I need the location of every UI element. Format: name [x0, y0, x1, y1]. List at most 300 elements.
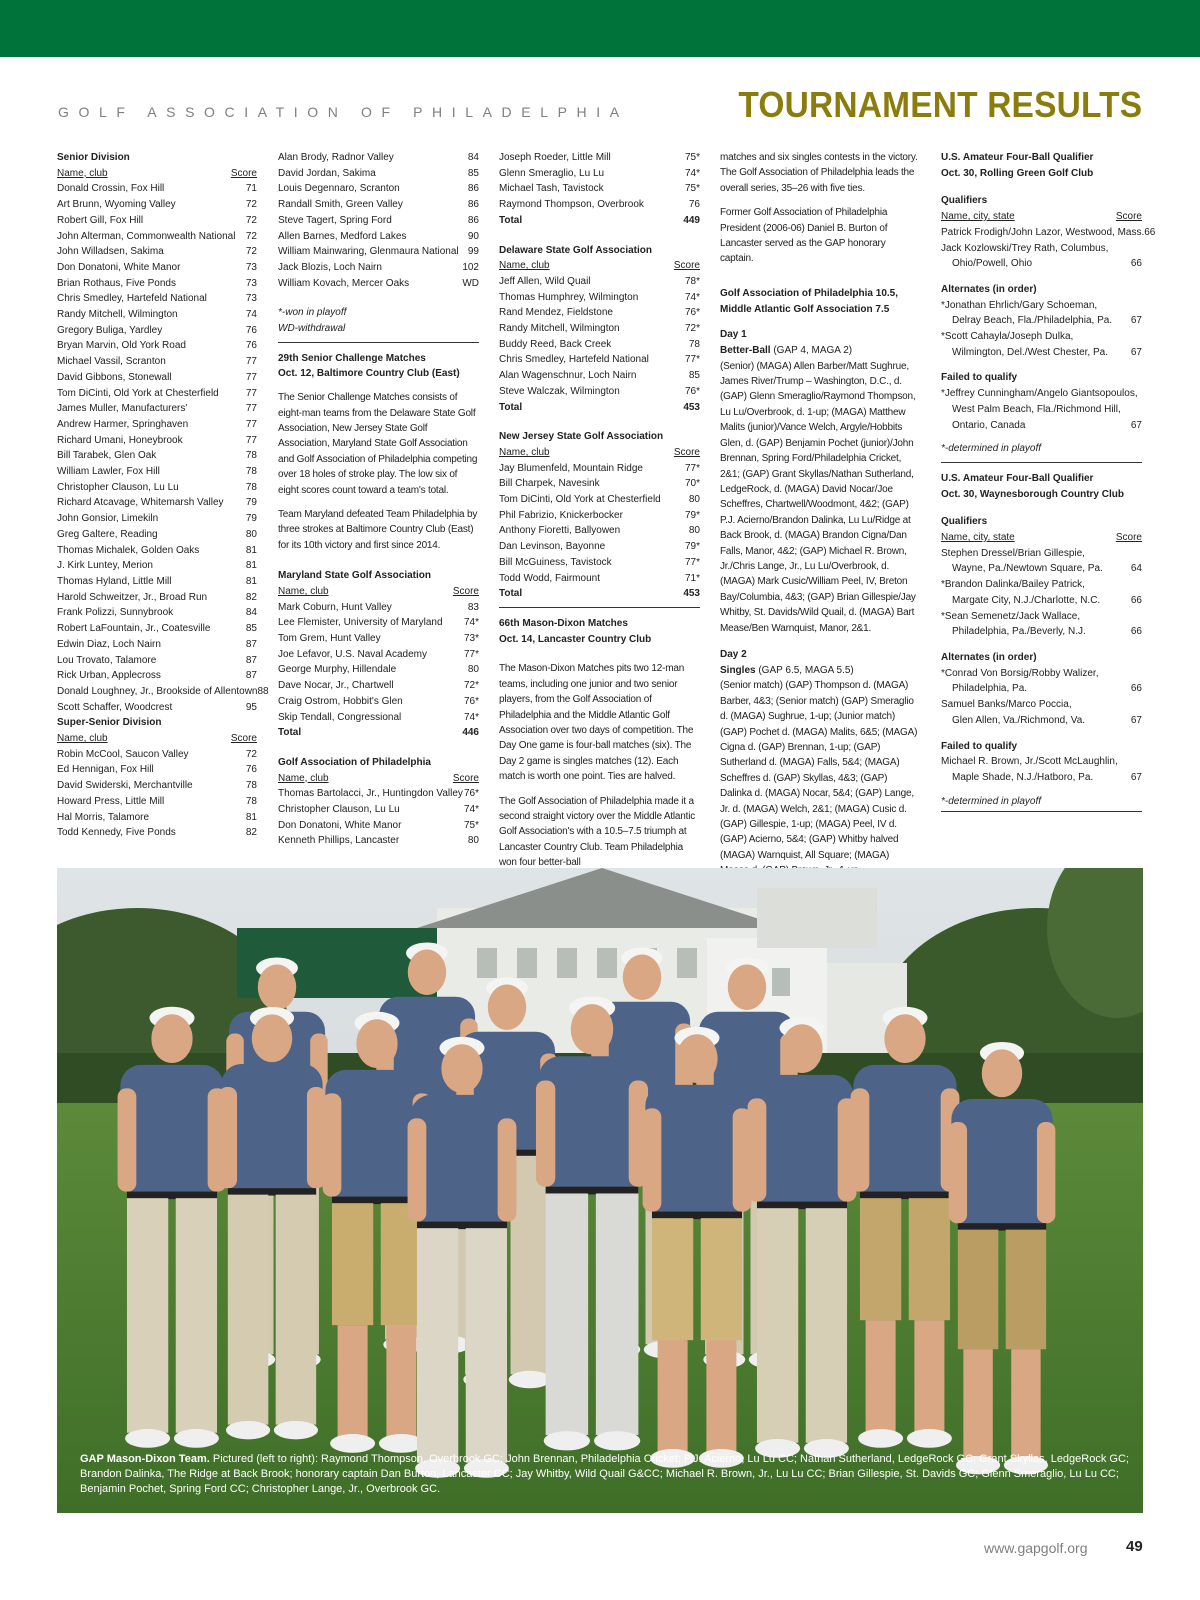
- player-name: Alan Wagenschnur, Loch Nairn: [499, 370, 637, 382]
- player-name: Rand Mendez, Fieldstone: [499, 307, 613, 319]
- player-score: 76: [245, 324, 257, 336]
- organization-name: GOLF ASSOCIATION OF PHILADELPHIA: [58, 104, 629, 120]
- table-header: [499, 445, 700, 461]
- player-name: Edwin Diaz, Loch Nairn: [57, 638, 161, 650]
- failed-heading: Failed to qualify: [941, 372, 1018, 384]
- failed-list: [941, 754, 1142, 785]
- qualifier-row: [941, 256, 1142, 272]
- table-header: [57, 731, 257, 747]
- player-score: 76*: [463, 695, 479, 707]
- team-entry: Philadelphia, Pa./Beverly, N.J.: [952, 626, 1086, 638]
- player-score: 81: [245, 811, 257, 823]
- qualifier-title: U.S. Amateur Four-Ball Qualifier: [941, 472, 1094, 484]
- result-row: [57, 558, 257, 574]
- qualifier-row: [941, 609, 1142, 625]
- total-value: 446: [462, 727, 479, 739]
- player-name: Howard Press, Little Mill: [57, 795, 165, 807]
- player-name: Chris Smedley, Hartefeld National: [57, 293, 207, 305]
- player-score: 99: [467, 246, 479, 258]
- player-name: Andrew Harmer, Springhaven: [57, 418, 189, 430]
- team-score: 67: [1130, 419, 1142, 431]
- result-row: [499, 197, 700, 213]
- player-score: 86: [467, 214, 479, 226]
- total-row: [499, 213, 700, 229]
- player-name: William Lawler, Fox Hill: [57, 466, 160, 478]
- player-score: 86: [467, 183, 479, 195]
- player-score: 79*: [684, 509, 700, 521]
- player-score: 77*: [684, 462, 700, 474]
- player-score: 78: [688, 338, 700, 350]
- qualifier-row: [941, 402, 1142, 418]
- result-row: [57, 181, 257, 197]
- player-name: Todd Kennedy, Five Ponds: [57, 827, 176, 839]
- player-score: 95: [245, 701, 257, 713]
- result-row: [278, 600, 479, 616]
- qualifier-row: [941, 713, 1142, 729]
- result-row: [57, 276, 257, 292]
- player-name: Thomas Michalek, Golden Oaks: [57, 544, 200, 556]
- team-score: 66: [1130, 594, 1142, 606]
- super-senior-heading: Super-Senior Division: [57, 717, 162, 729]
- team-entry: Ontario, Canada: [952, 419, 1026, 431]
- team-entry: *Jeffrey Cunningham/Angelo Giantsopoulos,: [941, 388, 1138, 400]
- result-row: [278, 694, 479, 710]
- column-4: [720, 150, 920, 890]
- player-score: 76*: [684, 307, 700, 319]
- mason-dixon-paragraph: The Golf Association of Philadelphia made it a second straight victory over the Middle Atlantic Golf Association's with a 10.5–7.5 triumph at Lancaster Country Club. Team Philadelphia won four better-ball: [499, 795, 696, 869]
- maryland-results-list: [278, 600, 479, 726]
- total-label: Total: [499, 588, 523, 600]
- player-score: 74*: [684, 291, 700, 303]
- player-name: Michael Vassil, Scranton: [57, 356, 166, 368]
- team-entry: Delray Beach, Fla./Philadelphia, Pa.: [952, 315, 1113, 327]
- mason-dixon-paragraph: The Mason-Dixon Matches pits two 12-man teams, including one junior and two senior players, from the Golf Association of Philadelphia and the Middle Atlantic Golf Association over two days of competition. The Day One game is four-ball matches (six). The Day 2 game is singles matches (12). Each match is worth one point. Ties are halved.: [499, 663, 694, 783]
- player-score: 80: [688, 494, 700, 506]
- player-score: 75*: [684, 152, 700, 163]
- day-2-format: [720, 663, 920, 679]
- result-row: [278, 786, 479, 802]
- result-row: [57, 401, 257, 417]
- player-name: David Swiderski, Merchantville: [57, 780, 193, 792]
- player-name: Thomas Bartolacci, Jr., Huntingdon Valley: [278, 788, 463, 800]
- player-name: Buddy Reed, Back Creek: [499, 338, 612, 350]
- player-name: Robin McCool, Saucon Valley: [57, 748, 189, 760]
- result-row: [57, 417, 257, 433]
- team-entry: Patrick Frodigh/John Lazor, Westwood, Mass.: [941, 226, 1145, 238]
- player-name: Randall Smith, Green Valley: [278, 199, 403, 211]
- result-row: [57, 433, 257, 449]
- result-row: [278, 631, 479, 647]
- player-name: Craig Ostrom, Hobbit's Glen: [278, 695, 403, 707]
- total-value: 453: [683, 401, 700, 413]
- result-row: [57, 354, 257, 370]
- result-row: [499, 461, 700, 477]
- player-name: Tom DiCinti, Old York at Chesterfield: [57, 387, 219, 399]
- player-name: Alan Brody, Radnor Valley: [278, 152, 394, 163]
- senior-results-list: [57, 181, 269, 715]
- player-name: Richard Umani, Honeybrook: [57, 434, 183, 446]
- player-score: 73*: [463, 633, 479, 645]
- player-score: 88: [257, 685, 269, 697]
- senior-challenge-paragraph: The Senior Challenge Matches consists of eight-man teams from the Delaware State Golf Association, New Jersey State Golf Association, Maryland State Golf Association and Golf Association of Philadelphia competing over 18 holes of stroke play. The low six of eight scores count toward a team's total.: [278, 392, 478, 496]
- divider: [941, 462, 1142, 463]
- team-score: 66: [1144, 226, 1156, 238]
- player-score: 102: [462, 261, 479, 273]
- team-score: 67: [1130, 771, 1142, 783]
- playoff-note: *-won in playoff: [278, 307, 347, 319]
- player-name: Skip Tendall, Congressional: [278, 711, 402, 723]
- player-name: J. Kirk Luntey, Merion: [57, 560, 153, 572]
- divider: [278, 342, 479, 343]
- player-score: 73: [245, 277, 257, 289]
- result-row: [499, 539, 700, 555]
- website-link[interactable]: www.gapgolf.org: [984, 1540, 1088, 1556]
- team-entry: Wilmington, Del./West Chester, Pa.: [952, 346, 1108, 358]
- team-entry: *Jonathan Ehrlich/Gary Schoeman,: [941, 299, 1098, 311]
- result-row: [499, 555, 700, 571]
- table-header: [499, 258, 700, 274]
- total-row: [499, 400, 700, 416]
- table-header: [941, 209, 1142, 225]
- result-row: [499, 571, 700, 587]
- player-score: 72: [245, 246, 257, 258]
- player-score: 72: [245, 199, 257, 211]
- total-label: Total: [499, 401, 523, 413]
- player-score: 83: [467, 601, 479, 613]
- column-3: [499, 150, 700, 880]
- player-score: 79*: [684, 541, 700, 553]
- team-entry: *Scott Cahayla/Joseph Dulka,: [941, 331, 1074, 343]
- player-score: 77: [245, 387, 257, 399]
- divider: [941, 811, 1142, 812]
- qualifiers-list: [941, 225, 1156, 272]
- player-name: Louis Degennaro, Scranton: [278, 183, 400, 195]
- qualifier-title: U.S. Amateur Four-Ball Qualifier: [941, 152, 1094, 163]
- alternates-heading: Alternates (in order): [941, 651, 1037, 663]
- player-score: 81: [245, 575, 257, 587]
- gap-results-list: [278, 786, 479, 849]
- player-name: Don Donatoni, White Manor: [57, 261, 181, 273]
- total-value: 449: [683, 214, 700, 226]
- team-entry: Stephen Dressel/Brian Gillespie,: [941, 547, 1085, 559]
- result-row: [57, 700, 257, 716]
- result-row: [57, 260, 257, 276]
- player-score: 76: [688, 199, 700, 211]
- player-score: 87: [245, 670, 257, 682]
- result-row: [278, 244, 479, 260]
- qualifier-row: [941, 697, 1142, 713]
- total-value: 453: [683, 588, 700, 600]
- player-score: 87: [245, 654, 257, 666]
- caption-text: Pictured (left to right): Raymond Thompson, Overbrook GC; John Brennan, Philadelphia Cricket; P.J. Acierno, Lu Lu CC; Nathan Sutherland, LedgeRock GC; Grant Skyllas, LedgeRock GC; Brandon Dalinka, The Ridge at Back Brook; honorary captain Dan Burton, Lancaster CC; Jay Whitby, Wild Quail G&CC; Michael R. Brown, Jr., Lu Lu CC; Brian Gillespie, St. Davids GC; Glenn Smeraglio, Lu Lu CC; Benjamin Pochet, Spring Ford CC; Christopher Lange, Jr., Overbrook GC.: [80, 1453, 1129, 1495]
- player-name: Donald Loughney, Jr., Brookside of Allentown: [57, 685, 258, 697]
- photo-caption: [80, 1452, 1129, 1497]
- player-name: Glenn Smeraglio, Lu Lu: [499, 167, 605, 179]
- team-entry: West Palm Beach, Fla./Richmond Hill,: [952, 403, 1121, 415]
- result-row: [57, 605, 257, 621]
- player-name: Lou Trovato, Talamore: [57, 654, 157, 666]
- player-score: 74*: [463, 617, 479, 629]
- mason-dixon-paragraph: Former Golf Association of Philadelphia President (2006-06) Daniel B. Burton of Lancaster served as the GAP honorary captain.: [720, 207, 888, 265]
- team-photo-illustration: [57, 868, 1143, 1513]
- team-score: 64: [1130, 563, 1142, 575]
- result-row: [278, 710, 479, 726]
- alternates-list: [941, 298, 1142, 361]
- qualifier-row: [941, 770, 1142, 786]
- player-score: 74*: [463, 711, 479, 723]
- playoff-note: *-determined in playoff: [941, 795, 1042, 807]
- caption-title: GAP Mason-Dixon Team.: [80, 1453, 210, 1465]
- column-1: [57, 150, 269, 841]
- result-row: [499, 321, 700, 337]
- player-score: 76: [245, 340, 257, 352]
- result-row: [57, 291, 257, 307]
- result-row: [499, 181, 700, 197]
- player-score: 77: [245, 403, 257, 415]
- team-entry: Philadelphia, Pa.: [952, 683, 1028, 695]
- player-name: Chris Smedley, Hartefeld National: [499, 354, 649, 366]
- qualifiers-heading: Qualifiers: [941, 516, 988, 528]
- name-club-header: Name, club: [57, 167, 108, 179]
- player-score: 78: [245, 450, 257, 462]
- score-header: Score: [673, 260, 700, 272]
- score-header: Score: [452, 585, 479, 597]
- table-header: [278, 771, 479, 787]
- result-row: [499, 508, 700, 524]
- result-row: [57, 464, 257, 480]
- qualifier-row: [941, 241, 1142, 257]
- qualifier-row: [941, 561, 1142, 577]
- player-name: Todd Wodd, Fairmount: [499, 572, 600, 584]
- result-row: [499, 384, 700, 400]
- qualifier-row: [941, 418, 1142, 434]
- player-score: 74: [245, 309, 257, 321]
- failed-heading: Failed to qualify: [941, 740, 1018, 752]
- mason-dixon-paragraph: matches and six singles contests in the victory. The Golf Association of Philadelphia leads the overall series, 35–26 with five ties.: [720, 152, 918, 194]
- qualifier-row: [941, 298, 1142, 314]
- player-score: 77*: [684, 556, 700, 568]
- player-name: Kenneth Phillips, Lancaster: [278, 835, 400, 847]
- final-result-line: Middle Atlantic Golf Association 7.5: [720, 303, 890, 315]
- player-name: David Jordan, Sakima: [278, 167, 376, 179]
- player-score: 80: [467, 835, 479, 847]
- result-row: [57, 574, 257, 590]
- player-score: 82: [245, 827, 257, 839]
- player-score: 78*: [684, 275, 700, 287]
- result-row: [57, 825, 257, 841]
- player-name: Hal Morris, Talamore: [57, 811, 150, 823]
- result-row: [278, 802, 479, 818]
- player-name: Greg Galtere, Reading: [57, 528, 158, 540]
- team-score: 66: [1130, 626, 1142, 638]
- column-2: [278, 150, 479, 849]
- player-score: 78: [245, 780, 257, 792]
- team-entry: Ohio/Powell, Ohio: [952, 258, 1033, 270]
- result-row: [278, 260, 479, 276]
- name-club-header: Name, club: [278, 772, 329, 784]
- score-header: Score: [230, 167, 257, 179]
- result-row: [278, 213, 479, 229]
- player-name: Bill Charpek, Navesink: [499, 478, 600, 490]
- player-name: Ed Hennigan, Fox Hill: [57, 764, 154, 776]
- player-score: 72: [245, 214, 257, 226]
- qualifier-row: [941, 386, 1142, 402]
- player-name: Bill McGuiness, Tavistock: [499, 556, 612, 568]
- qualifier-row: [941, 345, 1142, 361]
- super-senior-results-list: [57, 747, 257, 841]
- result-row: [57, 668, 257, 684]
- player-score: 90: [467, 230, 479, 242]
- alternates-list: [941, 666, 1142, 729]
- qualifier-row: [941, 681, 1142, 697]
- result-row: [278, 678, 479, 694]
- qualifier-row: [941, 313, 1142, 329]
- senior-challenge-date: Oct. 12, Baltimore Country Club (East): [278, 368, 460, 380]
- player-name: Tom DiCinti, Old York at Chesterfield: [499, 494, 661, 506]
- player-score: 72: [245, 230, 257, 242]
- result-row: [57, 747, 257, 763]
- player-name: Thomas Humphrey, Wilmington: [499, 291, 639, 303]
- player-name: Phil Fabrizio, Knickerbocker: [499, 509, 623, 521]
- player-score: 76: [245, 764, 257, 776]
- result-row: [57, 480, 257, 496]
- player-name: Brian Rothaus, Five Ponds: [57, 277, 176, 289]
- player-score: 80: [688, 525, 700, 537]
- player-score: 77: [245, 434, 257, 446]
- result-row: [57, 307, 257, 323]
- day-1-heading: Day 1: [720, 329, 747, 341]
- result-row: [278, 662, 479, 678]
- score-header: Score: [1115, 211, 1142, 223]
- name-city-header: Name, city, state: [941, 532, 1015, 544]
- player-name: William Mainwaring, Glenmaura National: [278, 246, 459, 258]
- failed-list: [941, 386, 1142, 433]
- player-score: 73: [245, 261, 257, 273]
- name-club-header: Name, club: [499, 446, 550, 458]
- gap-results-continued: [499, 150, 700, 213]
- player-name: John Willadsen, Sakima: [57, 246, 164, 258]
- player-score: 71: [245, 183, 257, 195]
- player-name: Christopher Clauson, Lu Lu: [278, 804, 400, 816]
- total-row: [499, 586, 700, 602]
- name-club-header: Name, club: [278, 585, 329, 597]
- player-score: 71*: [684, 572, 700, 584]
- qualifiers-list: [941, 546, 1142, 640]
- name-club-header: Name, club: [57, 733, 108, 745]
- qualifier-row: [941, 624, 1142, 640]
- result-row: [57, 213, 257, 229]
- table-header: [941, 530, 1142, 546]
- player-name: Dan Levinson, Bayonne: [499, 541, 606, 553]
- player-name: Christopher Clauson, Lu Lu: [57, 481, 179, 493]
- team-photo: [57, 868, 1143, 1513]
- score-header: Score: [452, 772, 479, 784]
- result-row: [278, 166, 479, 182]
- player-score: 84: [245, 607, 257, 619]
- player-name: Jay Blumenfeld, Mountain Ridge: [499, 462, 643, 474]
- player-name: Dave Nocar, Jr., Chartwell: [278, 680, 394, 692]
- result-row: [57, 590, 257, 606]
- day-2-results: (Senior match) (GAP) Thompson d. (MAGA) Barber, 4&3; (Senior match) (GAP) Smeraglio d. (MAGA) Sughrue, 1-up; (Junior match) (GAP) Pochet d. (MAGA) Malits, 6&5; (MAGA) Cigna d. (GAP) Brennan, 1-up; (GAP) Sutherland d. (MAGA) Falls, 5&4; (MAGA) Scheffres d. (GAP) Skyllas, 4&3; (GAP) Dalinka d. (MAGA) Nocar, 5&4; (GAP) Lange, Jr. d. (MAGA) Welch, 2&1; (MAGA) Cusic d. (GAP) Gillespie, 1-up; (MAGA) Peel, IV d. (GAP) Acierno, 5&4; (GAP) Whitby halved (MAGA) Warnquist, All Square; (MAGA): [720, 680, 918, 861]
- divider: [499, 607, 700, 608]
- team-score: 67: [1130, 714, 1142, 726]
- team-score: 67: [1130, 346, 1142, 358]
- player-score: 80: [245, 528, 257, 540]
- player-score: 74*: [684, 167, 700, 179]
- player-name: Bryan Marvin, Old York Road: [57, 340, 186, 352]
- result-row: [278, 181, 479, 197]
- result-row: [278, 197, 479, 213]
- result-row: [57, 653, 257, 669]
- senior-challenge-title: 29th Senior Challenge Matches: [278, 352, 426, 364]
- player-score: 79: [245, 513, 257, 525]
- new-jersey-results-list: [499, 461, 700, 587]
- player-name: Richard Atcavage, Whitemarsh Valley: [57, 497, 224, 509]
- result-row: [57, 323, 257, 339]
- team-entry: *Brandon Dalinka/Bailey Patrick,: [941, 579, 1085, 591]
- player-score: 74*: [463, 804, 479, 816]
- qualifier-row: [941, 754, 1142, 770]
- player-name: James Muller, Manufacturers': [57, 403, 188, 415]
- player-score: 76*: [684, 385, 700, 397]
- player-score: WD: [462, 277, 479, 289]
- player-score: 77: [245, 356, 257, 368]
- result-row: [278, 818, 479, 834]
- qualifier-date: Oct. 30, Waynesborough Country Club: [941, 488, 1124, 500]
- player-score: 76*: [463, 788, 479, 800]
- result-row: [278, 647, 479, 663]
- table-header: [278, 584, 479, 600]
- player-score: 72*: [463, 680, 479, 692]
- total-label: Total: [278, 727, 302, 739]
- qualifier-row: [941, 593, 1142, 609]
- player-name: Thomas Hyland, Little Mill: [57, 575, 172, 587]
- result-row: [499, 166, 700, 182]
- column-5: [941, 150, 1156, 820]
- result-row: [278, 276, 479, 292]
- result-row: [278, 615, 479, 631]
- qualifier-row: [941, 329, 1142, 345]
- day-1-format: [720, 343, 920, 359]
- player-score: 85: [688, 370, 700, 382]
- result-row: [499, 352, 700, 368]
- result-row: [57, 448, 257, 464]
- qualifier-row: [941, 546, 1142, 562]
- playoff-note: *-determined in playoff: [941, 443, 1042, 455]
- team-score: 66: [1130, 683, 1142, 695]
- team-score: 67: [1130, 315, 1142, 327]
- player-name: George Murphy, Hillendale: [278, 664, 397, 676]
- delaware-heading: Delaware State Golf Association: [499, 244, 653, 256]
- player-score: 81: [245, 560, 257, 572]
- player-name: Harold Schweitzer, Jr., Broad Run: [57, 591, 208, 603]
- format-score: (GAP 4, MAGA 2): [770, 344, 853, 356]
- result-row: [278, 833, 479, 849]
- result-row: [57, 338, 257, 354]
- player-name: Frank Polizzi, Sunnybrook: [57, 607, 174, 619]
- name-club-header: Name, club: [499, 260, 550, 272]
- alternates-heading: Alternates (in order): [941, 283, 1037, 295]
- player-name: Tom Grem, Hunt Valley: [278, 633, 381, 645]
- player-name: David Gibbons, Stonewall: [57, 371, 172, 383]
- result-row: [57, 684, 269, 700]
- player-name: Donald Crossin, Fox Hill: [57, 183, 165, 195]
- player-score: 82: [245, 591, 257, 603]
- result-row: [57, 762, 257, 778]
- delaware-results-list: [499, 274, 700, 400]
- player-score: 78: [245, 481, 257, 493]
- page-number: 49: [1126, 1538, 1143, 1555]
